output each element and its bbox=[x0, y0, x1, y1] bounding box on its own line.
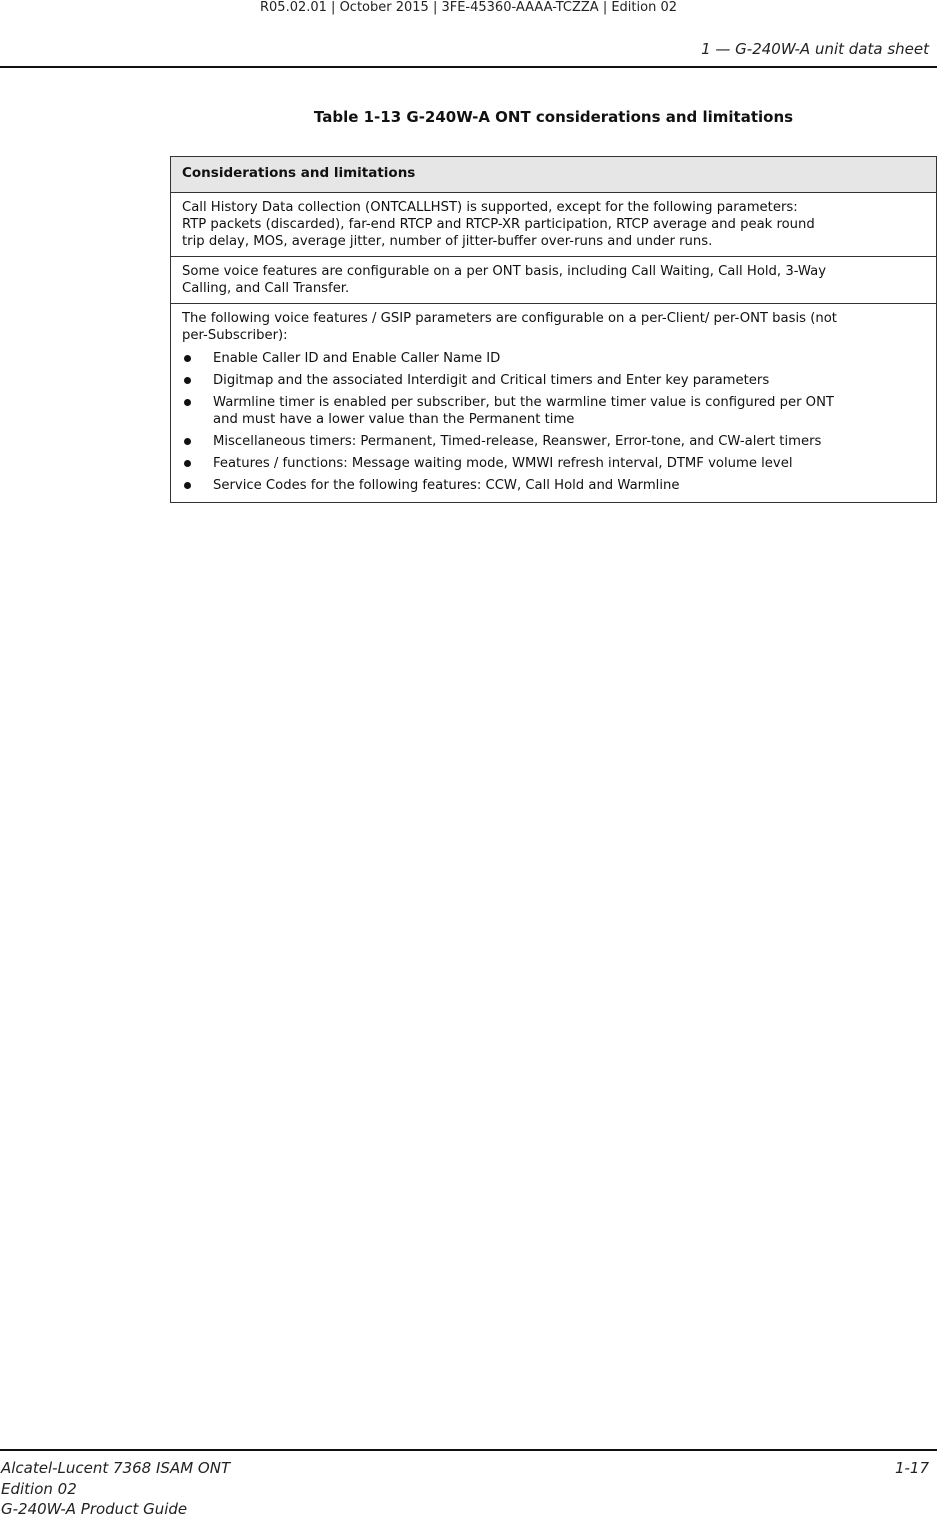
bullet-text-line: Enable Caller ID and Enable Caller Name ID bbox=[213, 351, 501, 366]
footer-edition: Edition 02 bbox=[1, 1479, 77, 1498]
running-head: 1 — G-240W-A unit data sheet bbox=[701, 40, 929, 58]
table-row bbox=[171, 304, 937, 503]
footer-divider bbox=[0, 1449, 937, 1451]
considerations-table bbox=[170, 156, 937, 503]
cell-text-line: trip delay, MOS, average jitter, number of jitter-buffer over-runs and under runs. bbox=[182, 234, 713, 249]
bullet-icon bbox=[184, 399, 191, 406]
bullet-list bbox=[182, 350, 925, 494]
bullet-text-line: and must have a lower value than the Permanent time bbox=[213, 412, 575, 427]
table-header-row bbox=[171, 157, 937, 193]
bullet-text-line: Miscellaneous timers: Permanent, Timed-release, Reanswer, Error-tone, and CW-alert timers bbox=[213, 434, 822, 449]
bullet-text-line: Features / functions: Message waiting mode, WMWI refresh interval, DTMF volume level bbox=[213, 456, 793, 471]
table-cell bbox=[171, 257, 937, 304]
cell-text-line: RTP packets (discarded), far-end RTCP and RTCP-XR participation, RTCP average and peak round bbox=[182, 217, 815, 232]
cell-text-line: Some voice features are configurable on a per ONT basis, including Call Waiting, Call Hold, 3-Way bbox=[182, 264, 827, 279]
cell-text-line: Calling, and Call Transfer. bbox=[182, 281, 350, 296]
table-caption: Table 1-13 G-240W-A ONT considerations and limitations bbox=[313, 108, 794, 126]
bullet-item bbox=[182, 433, 925, 450]
document-meta-header: R05.02.01 | October 2015 | 3FE-45360-AAAA-TCZZA | Edition 02 bbox=[260, 0, 677, 15]
bullet-item bbox=[182, 350, 925, 367]
bullet-icon bbox=[184, 482, 191, 489]
footer-product: Alcatel-Lucent 7368 ISAM ONT bbox=[1, 1459, 231, 1477]
cell-text-line: Call History Data collection (ONTCALLHST) is supported, except for the following parameters: bbox=[182, 200, 798, 215]
bullet-icon bbox=[184, 377, 191, 384]
bullet-item bbox=[182, 477, 925, 494]
bullet-icon bbox=[184, 355, 191, 362]
table-cell bbox=[171, 304, 937, 503]
table-cell bbox=[171, 193, 937, 257]
cell-text-line: per-Subscriber): bbox=[182, 328, 288, 343]
bullet-icon bbox=[184, 438, 191, 445]
bullet-item bbox=[182, 372, 925, 389]
bullet-text-line: Digitmap and the associated Interdigit and Critical timers and Enter key parameters bbox=[213, 373, 770, 388]
footer-publication-info bbox=[1, 1458, 230, 1520]
cell-text-line: The following voice features / GSIP parameters are configurable on a per-Client/ per-ONT basis (not bbox=[182, 311, 837, 326]
table-row bbox=[171, 193, 937, 257]
bullet-text-line: Warmline timer is enabled per subscriber, but the warmline timer value is configured per ONT bbox=[213, 395, 834, 410]
footer-guide-title: G-240W-A Product Guide bbox=[1, 1500, 188, 1518]
bullet-item bbox=[182, 394, 925, 428]
header-divider bbox=[0, 66, 937, 68]
page-number: 1-17 bbox=[894, 1459, 929, 1477]
column-header: Considerations and limitations bbox=[171, 157, 937, 193]
table-row bbox=[171, 257, 937, 304]
bullet-text-line: Service Codes for the following features: CCW, Call Hold and Warmline bbox=[213, 478, 680, 493]
bullet-item bbox=[182, 455, 925, 472]
bullet-icon bbox=[184, 460, 191, 467]
